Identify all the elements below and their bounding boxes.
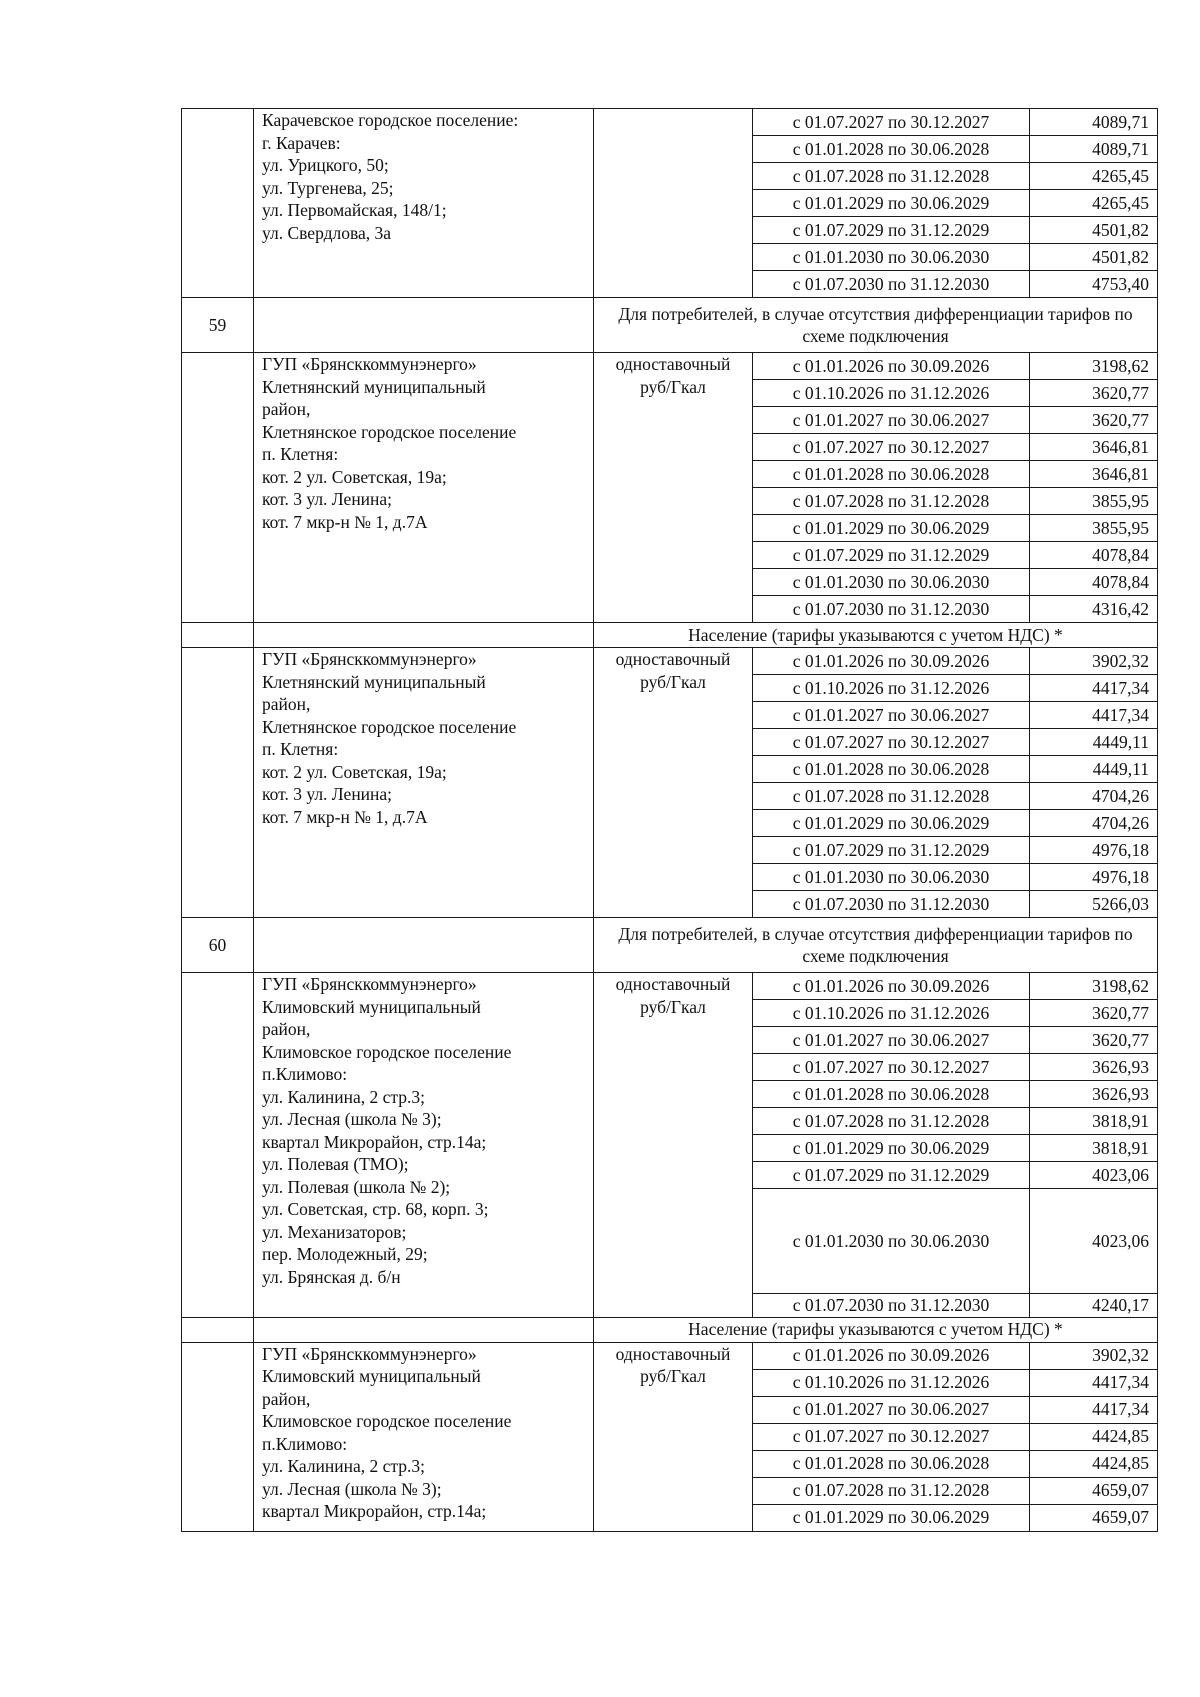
period-cell: с 01.07.2030 по 31.12.2030 xyxy=(753,271,1030,298)
tariff-table xyxy=(181,108,1158,1532)
org-line: кот. 7 мкр-н № 1, д.7А xyxy=(262,511,428,532)
tariff-value: 3902,32 xyxy=(1030,1342,1158,1369)
section-header: Для потребителей, в случае отсутствия дифференциации тарифов по схеме подключения xyxy=(594,298,1158,353)
period-cell: с 01.01.2028 по 30.06.2028 xyxy=(753,461,1030,488)
org-line: п. Клетня: xyxy=(262,739,339,759)
org-line: Климовский муниципальный xyxy=(262,996,481,1017)
org-line: квартал Микрорайон, стр.14а; xyxy=(262,1501,487,1521)
tariff-value: 4976,18 xyxy=(1030,837,1158,864)
org-line: Клетнянский муниципальный xyxy=(262,671,486,692)
org-line: ул. Брянская д. б/н xyxy=(262,1266,401,1287)
rate-unit: руб/Гкал xyxy=(640,671,706,692)
period-cell: с 01.07.2030 по 31.12.2030 xyxy=(753,891,1030,918)
period-cell: с 01.07.2027 по 30.12.2027 xyxy=(753,109,1030,136)
period-cell: с 01.07.2027 по 30.12.2027 xyxy=(753,1423,1030,1450)
period-cell: с 01.07.2027 по 30.12.2027 xyxy=(753,729,1030,756)
org-line: п.Климово: xyxy=(262,1064,348,1084)
tariff-value: 4704,26 xyxy=(1030,783,1158,810)
row-number: 59 xyxy=(182,298,254,353)
tariff-value: 4417,34 xyxy=(1030,675,1158,702)
tariff-value: 4417,34 xyxy=(1030,702,1158,729)
row-number-cell xyxy=(182,1342,254,1531)
org-line: район, xyxy=(262,1388,311,1409)
period-cell: с 01.01.2026 по 30.09.2026 xyxy=(753,353,1030,380)
org-line: ул. Полевая (ТМО); xyxy=(262,1154,409,1174)
org-line: район, xyxy=(262,399,311,419)
tariff-value: 3198,62 xyxy=(1030,353,1158,380)
period-cell: с 01.07.2028 по 31.12.2028 xyxy=(753,1477,1030,1504)
tariff-value: 3626,93 xyxy=(1030,1081,1158,1108)
rate-type-cell xyxy=(594,973,753,1318)
period-cell: с 01.01.2030 по 30.06.2030 xyxy=(753,864,1030,891)
period-cell: с 01.07.2028 по 31.12.2028 xyxy=(753,488,1030,515)
org-cell xyxy=(254,973,594,1318)
population-header: Население (тарифы указываются с учетом НДС) * xyxy=(594,623,1158,648)
rate-type: одноставочный xyxy=(615,1343,731,1364)
tariff-value: 4265,45 xyxy=(1030,163,1158,190)
tariff-value: 3818,91 xyxy=(1030,1108,1158,1135)
tariff-value: 4417,34 xyxy=(1030,1396,1158,1423)
tariff-value: 4501,82 xyxy=(1030,217,1158,244)
period-cell: с 01.01.2026 по 30.09.2026 xyxy=(753,1342,1030,1369)
org-line: ГУП «Брянсккоммунэнерго» xyxy=(262,1343,477,1364)
period-cell: с 01.10.2026 по 31.12.2026 xyxy=(753,1000,1030,1027)
org-line: ул. Первомайская, 148/1; xyxy=(262,200,447,220)
org-line: кот. 7 мкр-н № 1, д.7А xyxy=(262,806,428,827)
period-cell: с 01.07.2027 по 30.12.2027 xyxy=(753,1054,1030,1081)
table-row xyxy=(182,973,1158,1000)
org-line: ГУП «Брянсккоммунэнерго» xyxy=(262,649,477,669)
empty-cell xyxy=(254,1317,594,1342)
rate-type: одноставочный xyxy=(615,974,731,994)
row-number: 60 xyxy=(182,918,254,973)
period-cell: с 01.07.2028 по 31.12.2028 xyxy=(753,783,1030,810)
period-cell: с 01.07.2027 по 30.12.2027 xyxy=(753,434,1030,461)
rate-type-cell xyxy=(594,648,753,918)
period-cell: с 01.07.2029 по 31.12.2029 xyxy=(753,542,1030,569)
org-line: ул. Калинина, 2 стр.3; xyxy=(262,1456,426,1476)
empty-cell xyxy=(182,623,254,648)
org-line: Карачевское городское поселение: xyxy=(262,110,519,130)
section-header-row xyxy=(182,918,1158,973)
org-line: район, xyxy=(262,1019,311,1039)
tariff-value: 4501,82 xyxy=(1030,244,1158,271)
rate-type-cell xyxy=(594,353,753,623)
org-line: ул. Тургенева, 25; xyxy=(262,177,394,198)
rate-unit: руб/Гкал xyxy=(640,376,706,397)
org-line: ул. Полевая (школа № 2); xyxy=(262,1176,451,1197)
org-line: пер. Молодежный, 29; xyxy=(262,1244,428,1264)
period-cell: с 01.01.2028 по 30.06.2028 xyxy=(753,756,1030,783)
tariff-value: 4023,06 xyxy=(1030,1189,1158,1294)
period-cell: с 01.01.2027 по 30.06.2027 xyxy=(753,1027,1030,1054)
empty-cell xyxy=(182,1317,254,1342)
period-cell: с 01.01.2029 по 30.06.2029 xyxy=(753,810,1030,837)
period-cell: с 01.01.2026 по 30.09.2026 xyxy=(753,648,1030,675)
org-line: кот. 2 ул. Советская, 19а; xyxy=(262,761,447,782)
tariff-value: 3855,95 xyxy=(1030,515,1158,542)
period-cell: с 01.07.2028 по 31.12.2028 xyxy=(753,163,1030,190)
tariff-value: 4417,34 xyxy=(1030,1369,1158,1396)
period-cell: с 01.10.2026 по 31.12.2026 xyxy=(753,675,1030,702)
tariff-value: 3646,81 xyxy=(1030,434,1158,461)
tariff-value: 4078,84 xyxy=(1030,542,1158,569)
org-line: Клетнянский муниципальный xyxy=(262,376,486,397)
row-number-cell xyxy=(182,353,254,623)
tariff-value: 4424,85 xyxy=(1030,1423,1158,1450)
tariff-value: 4089,71 xyxy=(1030,109,1158,136)
population-header: Население (тарифы указываются с учетом НДС) * xyxy=(594,1317,1158,1342)
period-cell: с 01.07.2029 по 31.12.2029 xyxy=(753,217,1030,244)
tariff-value: 4659,07 xyxy=(1030,1504,1158,1531)
period-cell: с 01.07.2029 по 31.12.2029 xyxy=(753,837,1030,864)
period-cell: с 01.07.2028 по 31.12.2028 xyxy=(753,1108,1030,1135)
table-row xyxy=(182,353,1158,380)
period-cell: с 01.01.2030 по 30.06.2030 xyxy=(753,244,1030,271)
org-line: Клетнянское городское поселение xyxy=(262,716,517,737)
org-line: кот. 2 ул. Советская, 19а; xyxy=(262,466,447,487)
tariff-value: 4704,26 xyxy=(1030,810,1158,837)
tariff-value: 3198,62 xyxy=(1030,973,1158,1000)
tariff-value: 4976,18 xyxy=(1030,864,1158,891)
org-line: ул. Механизаторов; xyxy=(262,1221,407,1242)
org-line: Климовское городское поселение xyxy=(262,1041,512,1062)
empty-cell xyxy=(254,298,594,353)
tariff-value: 3818,91 xyxy=(1030,1135,1158,1162)
table-row xyxy=(182,648,1158,675)
tariff-value: 4753,40 xyxy=(1030,271,1158,298)
org-cell xyxy=(254,353,594,623)
org-line: п. Клетня: xyxy=(262,444,339,464)
org-line: г. Карачев: xyxy=(262,132,341,153)
period-cell: с 01.01.2029 по 30.06.2029 xyxy=(753,515,1030,542)
section-header-row xyxy=(182,298,1158,353)
org-line: ул. Лесная (школа № 3); xyxy=(262,1478,442,1499)
org-cell xyxy=(254,648,594,918)
tariff-value: 3620,77 xyxy=(1030,407,1158,434)
table-row xyxy=(182,1342,1158,1369)
tariff-value: 3855,95 xyxy=(1030,488,1158,515)
org-line: ул. Урицкого, 50; xyxy=(262,155,389,175)
org-cell xyxy=(254,109,594,298)
period-cell: с 01.10.2026 по 31.12.2026 xyxy=(753,1369,1030,1396)
tariff-value: 3620,77 xyxy=(1030,1000,1158,1027)
rate-type-cell xyxy=(594,109,753,298)
rate-type: одноставочный xyxy=(615,649,731,669)
tariff-value: 4089,71 xyxy=(1030,136,1158,163)
tariff-value: 3902,32 xyxy=(1030,648,1158,675)
period-cell: с 01.01.2027 по 30.06.2027 xyxy=(753,407,1030,434)
tariff-value: 4424,85 xyxy=(1030,1450,1158,1477)
period-cell: с 01.01.2028 по 30.06.2028 xyxy=(753,1081,1030,1108)
table-row xyxy=(182,109,1158,136)
tariff-value: 4078,84 xyxy=(1030,569,1158,596)
org-line: район, xyxy=(262,694,311,714)
empty-cell xyxy=(254,918,594,973)
rate-type: одноставочный xyxy=(615,354,731,374)
tariff-value: 4023,06 xyxy=(1030,1162,1158,1189)
period-cell: с 01.07.2030 по 31.12.2030 xyxy=(753,1294,1030,1318)
org-line: ул. Советская, стр. 68, корп. 3; xyxy=(262,1199,489,1219)
tariff-value: 3620,77 xyxy=(1030,380,1158,407)
org-line: Клетнянское городское поселение xyxy=(262,421,517,442)
tariff-value: 4659,07 xyxy=(1030,1477,1158,1504)
period-cell: с 01.01.2028 по 30.06.2028 xyxy=(753,136,1030,163)
population-header-row xyxy=(182,623,1158,648)
period-cell: с 01.07.2030 по 31.12.2030 xyxy=(753,596,1030,623)
row-number-cell xyxy=(182,109,254,298)
org-line: п.Климово: xyxy=(262,1433,348,1454)
tariff-value: 3626,93 xyxy=(1030,1054,1158,1081)
org-cell xyxy=(254,1342,594,1531)
org-line: Климовское городское поселение xyxy=(262,1411,512,1431)
period-cell: с 01.01.2029 по 30.06.2029 xyxy=(753,1504,1030,1531)
row-number-cell xyxy=(182,648,254,918)
tariff-value: 4449,11 xyxy=(1030,729,1158,756)
row-number-cell xyxy=(182,973,254,1318)
org-line: ул. Свердлова, 3а xyxy=(262,222,392,243)
tariff-value: 5266,03 xyxy=(1030,891,1158,918)
tariff-value: 4265,45 xyxy=(1030,190,1158,217)
tariff-value: 4449,11 xyxy=(1030,756,1158,783)
org-line: ул. Лесная (школа № 3); xyxy=(262,1109,442,1129)
org-line: Климовский муниципальный xyxy=(262,1366,481,1386)
org-line: ГУП «Брянсккоммунэнерго» xyxy=(262,354,477,374)
section-header: Для потребителей, в случае отсутствия дифференциации тарифов по схеме подключения xyxy=(594,918,1158,973)
period-cell: с 01.01.2029 по 30.06.2029 xyxy=(753,1135,1030,1162)
population-header-row xyxy=(182,1317,1158,1342)
tariff-value: 4240,17 xyxy=(1030,1294,1158,1318)
org-line: квартал Микрорайон, стр.14а; xyxy=(262,1131,487,1152)
period-cell: с 01.07.2029 по 31.12.2029 xyxy=(753,1162,1030,1189)
period-cell: с 01.01.2028 по 30.06.2028 xyxy=(753,1450,1030,1477)
period-cell: с 01.01.2030 по 30.06.2030 xyxy=(753,569,1030,596)
period-cell: с 01.01.2027 по 30.06.2027 xyxy=(753,1396,1030,1423)
empty-cell xyxy=(254,623,594,648)
org-line: ул. Калинина, 2 стр.3; xyxy=(262,1086,426,1107)
tariff-value: 3646,81 xyxy=(1030,461,1158,488)
rate-unit: руб/Гкал xyxy=(640,1366,706,1386)
org-line: ГУП «Брянсккоммунэнерго» xyxy=(262,974,477,994)
org-line: кот. 3 ул. Ленина; xyxy=(262,784,393,804)
org-line: кот. 3 ул. Ленина; xyxy=(262,489,393,509)
tariff-value: 4316,42 xyxy=(1030,596,1158,623)
period-cell: с 01.10.2026 по 31.12.2026 xyxy=(753,380,1030,407)
rate-unit: руб/Гкал xyxy=(640,996,706,1017)
period-cell: с 01.01.2030 по 30.06.2030 xyxy=(753,1189,1030,1294)
period-cell: с 01.01.2027 по 30.06.2027 xyxy=(753,702,1030,729)
tariff-value: 3620,77 xyxy=(1030,1027,1158,1054)
period-cell: с 01.01.2029 по 30.06.2029 xyxy=(753,190,1030,217)
rate-type-cell xyxy=(594,1342,753,1531)
period-cell: с 01.01.2026 по 30.09.2026 xyxy=(753,973,1030,1000)
